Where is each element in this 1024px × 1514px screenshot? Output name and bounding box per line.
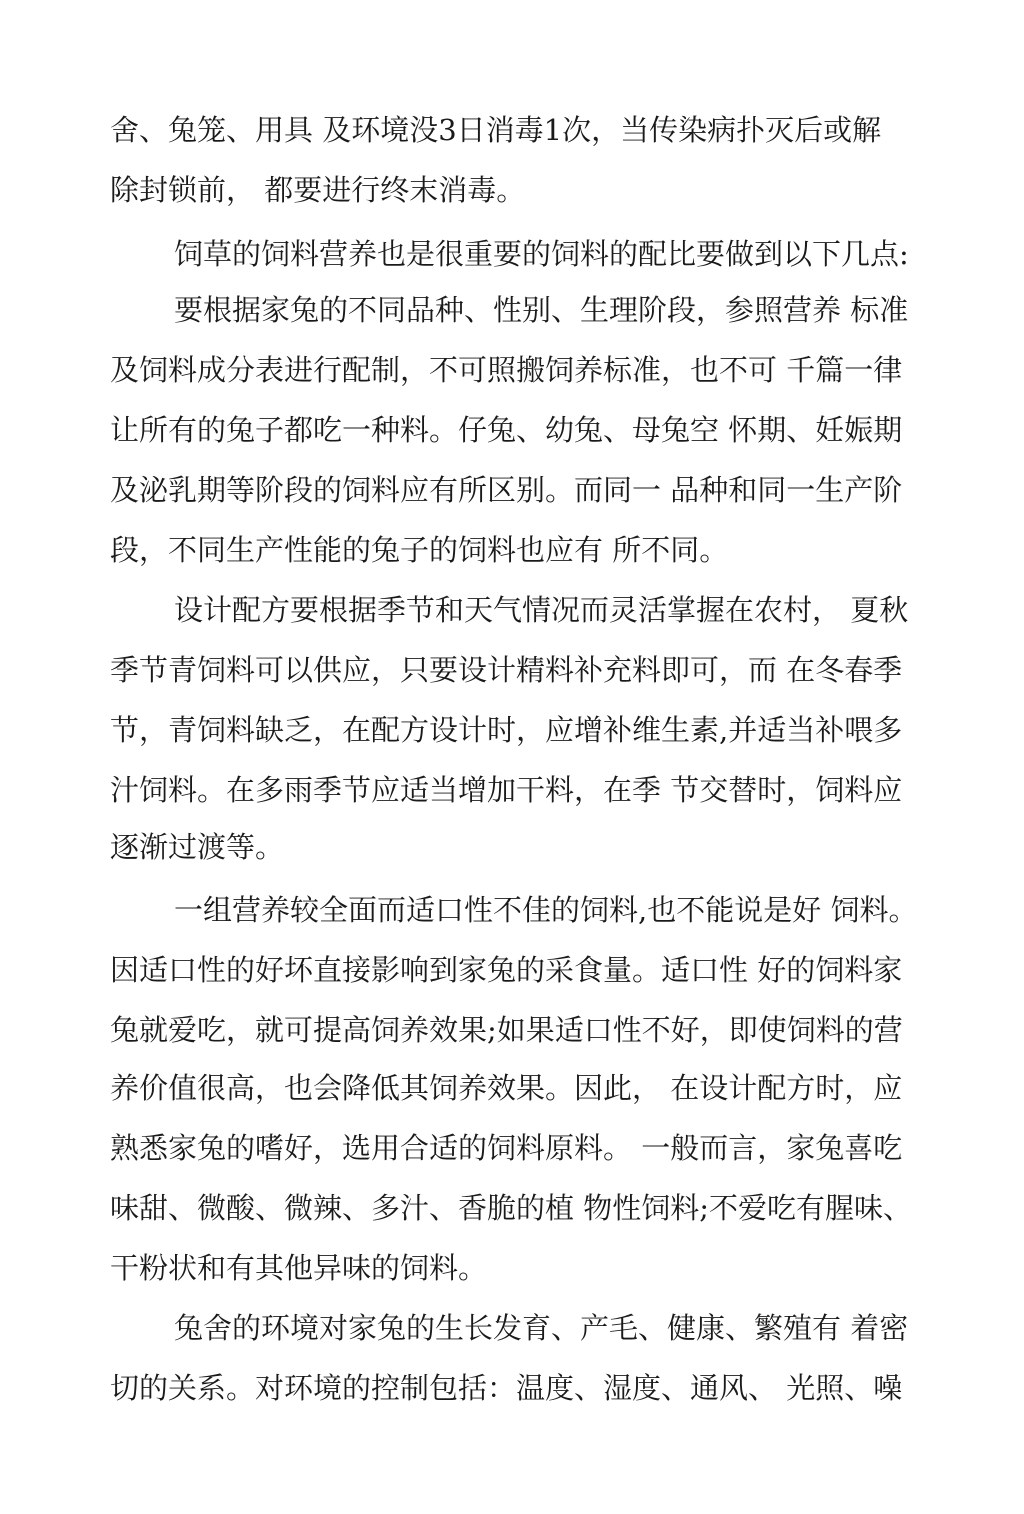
- text-line: 舍、兔笼、用具 及环境没3日消毒1次，当传染病扑灭后或解: [110, 113, 882, 147]
- text-line: 因适口性的好坏直接影响到家兔的采食量。适口性 好的饲料家: [110, 953, 903, 987]
- text-line: 饲草的饲料营养也是很重要的饲料的配比要做到以下几点:: [174, 237, 909, 271]
- text-line: 一组营养较全面而适口性不佳的饲料,也不能说是好 饲料。: [174, 893, 918, 927]
- text-line: 段，不同生产性能的兔子的饲料也应有 所不同。: [110, 533, 729, 567]
- text-line: 养价值很高，也会降低其饲养效果。因此， 在设计配方时，应: [110, 1071, 903, 1105]
- text-line: 熟悉家兔的嗜好，选用合适的饲料原料。 一般而言，家兔喜吃: [110, 1131, 903, 1165]
- text-line: 节，青饲料缺乏，在配方设计时，应增补维生素,并适当补喂多: [110, 713, 903, 747]
- text-line: 季节青饲料可以供应，只要设计精料补充料即可，而 在冬春季: [110, 653, 903, 687]
- text-line: 汁饲料。在多雨季节应适当增加干料，在季 节交替时，饲料应: [110, 773, 903, 807]
- text-line: 设计配方要根据季节和天气情况而灵活掌握在农村， 夏秋: [174, 593, 909, 627]
- text-line: 兔舍的环境对家兔的生长发育、产毛、健康、繁殖有 着密: [174, 1311, 909, 1345]
- text-line: 及饲料成分表进行配制，不可照搬饲养标准，也不可 千篇一律: [110, 353, 903, 387]
- text-line: 及泌乳期等阶段的饲料应有所区别。而同一 品种和同一生产阶: [110, 473, 903, 507]
- text-line: 让所有的兔子都吃一种料。仔兔、幼兔、母兔空 怀期、妊娠期: [110, 413, 903, 447]
- text-line: 干粉状和有其他异味的饲料。: [110, 1251, 488, 1285]
- text-line: 切的关系。对环境的控制包括：温度、湿度、通风、 光照、噪: [110, 1371, 903, 1405]
- text-line: 除封锁前， 都要进行终末消毒。: [110, 173, 526, 207]
- text-line: 兔就爱吃，就可提高饲养效果;如果适口性不好，即使饲料的营: [110, 1013, 903, 1047]
- text-line: 逐渐过渡等。: [110, 830, 285, 864]
- text-line: 要根据家兔的不同品种、性别、生理阶段，参照营养 标准: [174, 293, 909, 327]
- text-line: 味甜、微酸、微辣、多汁、香脆的植 物性饲料;不爱吃有腥味、: [110, 1191, 912, 1225]
